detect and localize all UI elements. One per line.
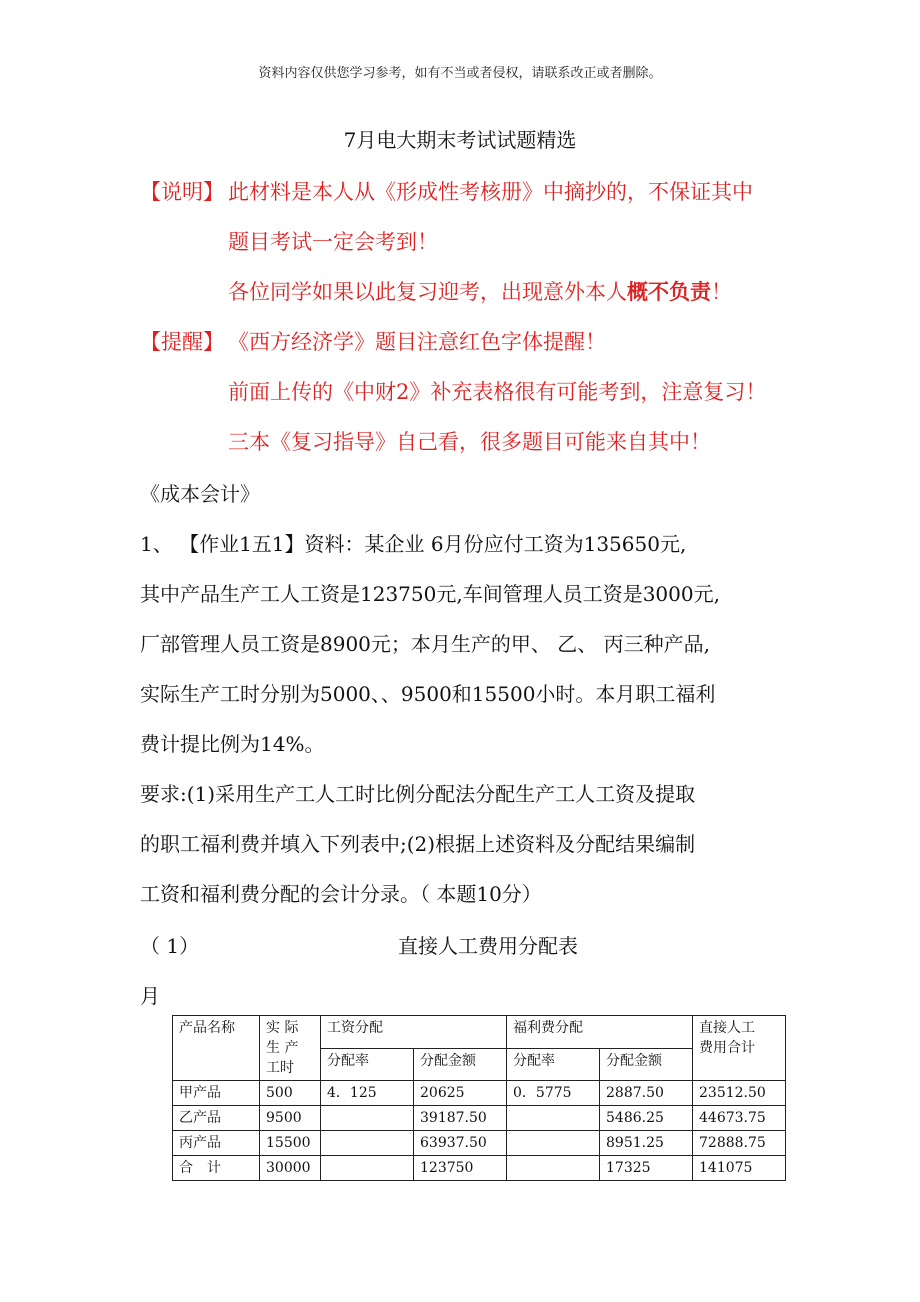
notice-emphasis: 概不负责 — [627, 279, 711, 304]
header-total-line: 直接人工 — [699, 1020, 755, 1036]
header-product-name: 产品名称 — [173, 1016, 260, 1081]
header-welfare: 福利费分配 — [507, 1016, 693, 1049]
cell-total: 72888.75 — [693, 1131, 786, 1156]
header-wage-rate: 分配率 — [321, 1048, 414, 1081]
question-line-1: 1、 【作业1五1】资料：某企业 6月份应付工资为135650元, — [140, 532, 687, 556]
cell-product-name: 合 计 — [173, 1156, 260, 1181]
header-hours-line: 生 产 — [266, 1040, 299, 1056]
question-line-4: 实际生产工时分别为5000、、9500和15500小时。本月职工福利 — [140, 682, 716, 706]
header-hours — [260, 1016, 321, 1081]
cell-welfare-rate — [507, 1156, 600, 1181]
cell-product-name: 乙产品 — [173, 1106, 260, 1131]
cell-wage-amount: 63937.50 — [414, 1131, 507, 1156]
header-hours-line: 工时 — [266, 1060, 294, 1076]
part-label: （ 1） — [140, 934, 200, 958]
header-wage-amount: 分配金额 — [414, 1048, 507, 1081]
question-line-7: 的职工福利费并填入下列表中;(2)根据上述资料及分配结果编制 — [140, 832, 696, 856]
question-line-2: 其中产品生产工人工资是123750元,车间管理人员工资是3000元, — [140, 582, 720, 606]
cell-total: 44673.75 — [693, 1106, 786, 1131]
table-title: 直接人工费用分配表 — [398, 934, 578, 958]
table-row-total — [173, 1156, 786, 1181]
question-line-3: 厂部管理人员工资是8900元；本月生产的甲、 乙、 丙三种产品, — [140, 632, 710, 656]
table-row — [173, 1131, 786, 1156]
header-hours-line: 实 际 — [266, 1020, 299, 1036]
question-line-5: 费计提比例为14%。 — [140, 732, 325, 756]
notice-line-6: 三本《复习指导》自己看，很多题目可能来自其中！ — [228, 430, 711, 454]
cell-wage-rate: 4．125 — [321, 1081, 414, 1106]
labor-cost-table — [172, 1015, 786, 1181]
cell-welfare-amount: 17325 — [600, 1156, 693, 1181]
notice-line-3-text: 各位同学如果以此复习迎考，出现意外本人 — [228, 280, 627, 304]
cell-welfare-rate — [507, 1106, 600, 1131]
notice-line-5: 前面上传的《中财2》补充表格很有可能考到，注意复习！ — [228, 380, 767, 404]
cell-hours: 30000 — [260, 1156, 321, 1181]
cell-hours: 15500 — [260, 1131, 321, 1156]
header-wage: 工资分配 — [321, 1016, 507, 1049]
header-welfare-rate: 分配率 — [507, 1048, 600, 1081]
cell-product-name: 丙产品 — [173, 1131, 260, 1156]
cell-product-name: 甲产品 — [173, 1081, 260, 1106]
notice-line-3-end: ！ — [711, 280, 732, 304]
table-header-row — [173, 1016, 786, 1049]
notice-line-2: 题目考试一定会考到！ — [228, 230, 438, 254]
table-row — [173, 1081, 786, 1106]
cell-total: 141075 — [693, 1156, 786, 1181]
notice-label-reminder: 【提醒】 — [140, 330, 224, 354]
notice-line-3 — [228, 276, 732, 306]
section-heading: 《成本会计》 — [140, 482, 260, 506]
cell-welfare-amount: 2887.50 — [600, 1081, 693, 1106]
month-label: 月 — [140, 984, 160, 1008]
cell-welfare-amount: 5486.25 — [600, 1106, 693, 1131]
cell-wage-amount: 123750 — [414, 1156, 507, 1181]
cell-welfare-rate: 0．5775 — [507, 1081, 600, 1106]
page-header: 资料内容仅供您学习参考，如有不当或者侵权，请联系改正或者删除。 — [258, 66, 662, 81]
header-total-line: 费用合计 — [699, 1040, 755, 1056]
cell-hours: 9500 — [260, 1106, 321, 1131]
cell-wage-rate — [321, 1131, 414, 1156]
notice-line-1: 此材料是本人从《形成性考核册》中摘抄的，不保证其中 — [228, 180, 753, 204]
cell-total: 23512.50 — [693, 1081, 786, 1106]
cell-wage-amount: 39187.50 — [414, 1106, 507, 1131]
cell-welfare-rate — [507, 1131, 600, 1156]
table-row — [173, 1106, 786, 1131]
cell-wage-rate — [321, 1106, 414, 1131]
header-total — [693, 1016, 786, 1081]
notice-label-explanation: 【说明】 — [140, 180, 224, 204]
header-welfare-amount: 分配金额 — [600, 1048, 693, 1081]
cell-hours: 500 — [260, 1081, 321, 1106]
question-line-8: 工资和福利费分配的会计分录。（ 本题10分） — [140, 882, 542, 906]
cell-wage-amount: 20625 — [414, 1081, 507, 1106]
cell-wage-rate — [321, 1156, 414, 1181]
notice-line-4: 《西方经济学》题目注意红色字体提醒！ — [228, 330, 606, 354]
page-title: 7月电大期末考试试题精选 — [343, 128, 577, 152]
cell-welfare-amount: 8951.25 — [600, 1131, 693, 1156]
question-line-6: 要求:(1)采用生产工人工时比例分配法分配生产工人工资及提取 — [140, 782, 696, 806]
